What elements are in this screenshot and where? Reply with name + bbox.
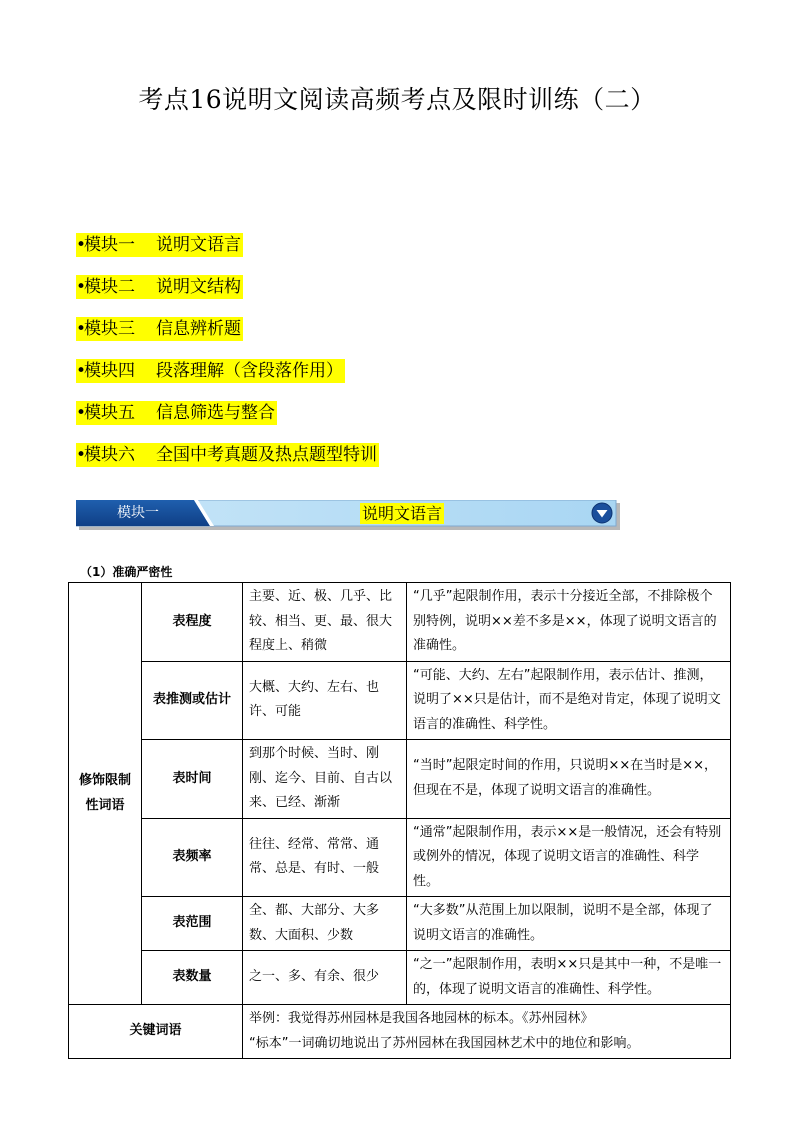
- table-row: [69, 897, 731, 951]
- module-item-3[interactable]: [76, 317, 243, 341]
- words-cell: 全、都、大部分、大多数、大面积、少数: [243, 897, 407, 951]
- words-cell: 大概、大约、左右、也许、可能: [243, 661, 407, 740]
- explanation-cell: “大多数”从范围上加以限制，说明不是全部，体现了说明文语言的准确性。: [407, 897, 731, 951]
- banner-module-title: 说明文语言: [362, 504, 443, 523]
- table-row: [69, 951, 731, 1005]
- module-name: 信息辨析题: [156, 319, 241, 339]
- module-banner: [76, 500, 620, 530]
- table-row: [69, 740, 731, 819]
- bullet-icon: •: [76, 403, 87, 423]
- module-number: 模块四: [84, 361, 135, 381]
- page-title: 考点16说明文阅读高频考点及限时训练（二）: [138, 85, 656, 114]
- key-words-example: [243, 1005, 731, 1059]
- module-name: 说明文语言: [156, 235, 241, 255]
- table-row: [69, 661, 731, 740]
- type-cell: 表推测或估计: [142, 661, 243, 740]
- explanation-cell: “几乎”起限制作用，表示十分接近全部，不排除极个别特例，说明××差不多是××，体现了说明文语言的准确性。: [407, 583, 731, 662]
- module-item-5[interactable]: [76, 401, 277, 425]
- key-words-label: 关键词语: [69, 1005, 243, 1059]
- type-cell: 表程度: [142, 583, 243, 662]
- words-cell: 之一、多、有余、很少: [243, 951, 407, 1005]
- table-row: [69, 1005, 731, 1059]
- bullet-icon: •: [76, 235, 87, 255]
- words-cell: 主要、近、极、几乎、比较、相当、更、最、很大程度上、稍微: [243, 583, 407, 662]
- example-line-2: “标本”一词确切地说出了苏州园林在我国园林艺术中的地位和影响。: [249, 1035, 640, 1051]
- type-cell: 表数量: [142, 951, 243, 1005]
- explanation-cell: “可能、大约、左右”起限制作用，表示估计、推测，说明了××只是估计，而不是绝对肯定，体现了说明文语言的准确性、科学性。: [407, 661, 731, 740]
- banner-module-label: 模块一: [117, 505, 159, 521]
- type-cell: 表范围: [142, 897, 243, 951]
- chevron-down-icon[interactable]: [591, 502, 613, 524]
- module-number: 模块六: [84, 445, 135, 465]
- module-name: 全国中考真题及热点题型特训: [156, 445, 377, 465]
- bullet-icon: •: [76, 277, 87, 297]
- module-name: 段落理解（含段落作用）: [156, 361, 343, 381]
- module-item-1[interactable]: [76, 233, 243, 257]
- explanation-cell: “当时”起限定时间的作用，只说明××在当时是××，但现在不是，体现了说明文语言的准确性。: [407, 740, 731, 819]
- category-cell: 修饰限制性词语: [69, 583, 142, 1005]
- module-number: 模块一: [84, 235, 135, 255]
- module-number: 模块二: [84, 277, 135, 297]
- words-cell: 到那个时候、当时、刚刚、迄今、目前、自古以来、已经、渐渐: [243, 740, 407, 819]
- language-accuracy-table: [68, 582, 731, 1059]
- module-name: 信息筛选与整合: [156, 403, 275, 423]
- module-number: 模块三: [84, 319, 135, 339]
- table-row: [69, 583, 731, 662]
- type-cell: 表时间: [142, 740, 243, 819]
- module-item-6[interactable]: [76, 443, 379, 467]
- module-item-2[interactable]: [76, 275, 243, 299]
- module-item-4[interactable]: [76, 359, 345, 383]
- section-title: （1）准确严密性: [80, 565, 173, 579]
- bullet-icon: •: [76, 319, 87, 339]
- bullet-icon: •: [76, 361, 87, 381]
- bullet-icon: •: [76, 445, 87, 465]
- words-cell: 往往、经常、常常、通常、总是、有时、一般: [243, 818, 407, 897]
- type-cell: 表频率: [142, 818, 243, 897]
- explanation-cell: “之一”起限制作用，表明××只是其中一种，不是唯一的，体现了说明文语言的准确性、科学性。: [407, 951, 731, 1005]
- module-name: 说明文结构: [156, 277, 241, 297]
- example-line-1: 举例：我觉得苏州园林是我国各地园林的标本。《苏州园林》: [249, 1011, 594, 1026]
- table-row: [69, 818, 731, 897]
- module-number: 模块五: [84, 403, 135, 423]
- explanation-cell: “通常”起限制作用，表示××是一般情况，还会有特别或例外的情况，体现了说明文语言的准确性、科学性。: [407, 818, 731, 897]
